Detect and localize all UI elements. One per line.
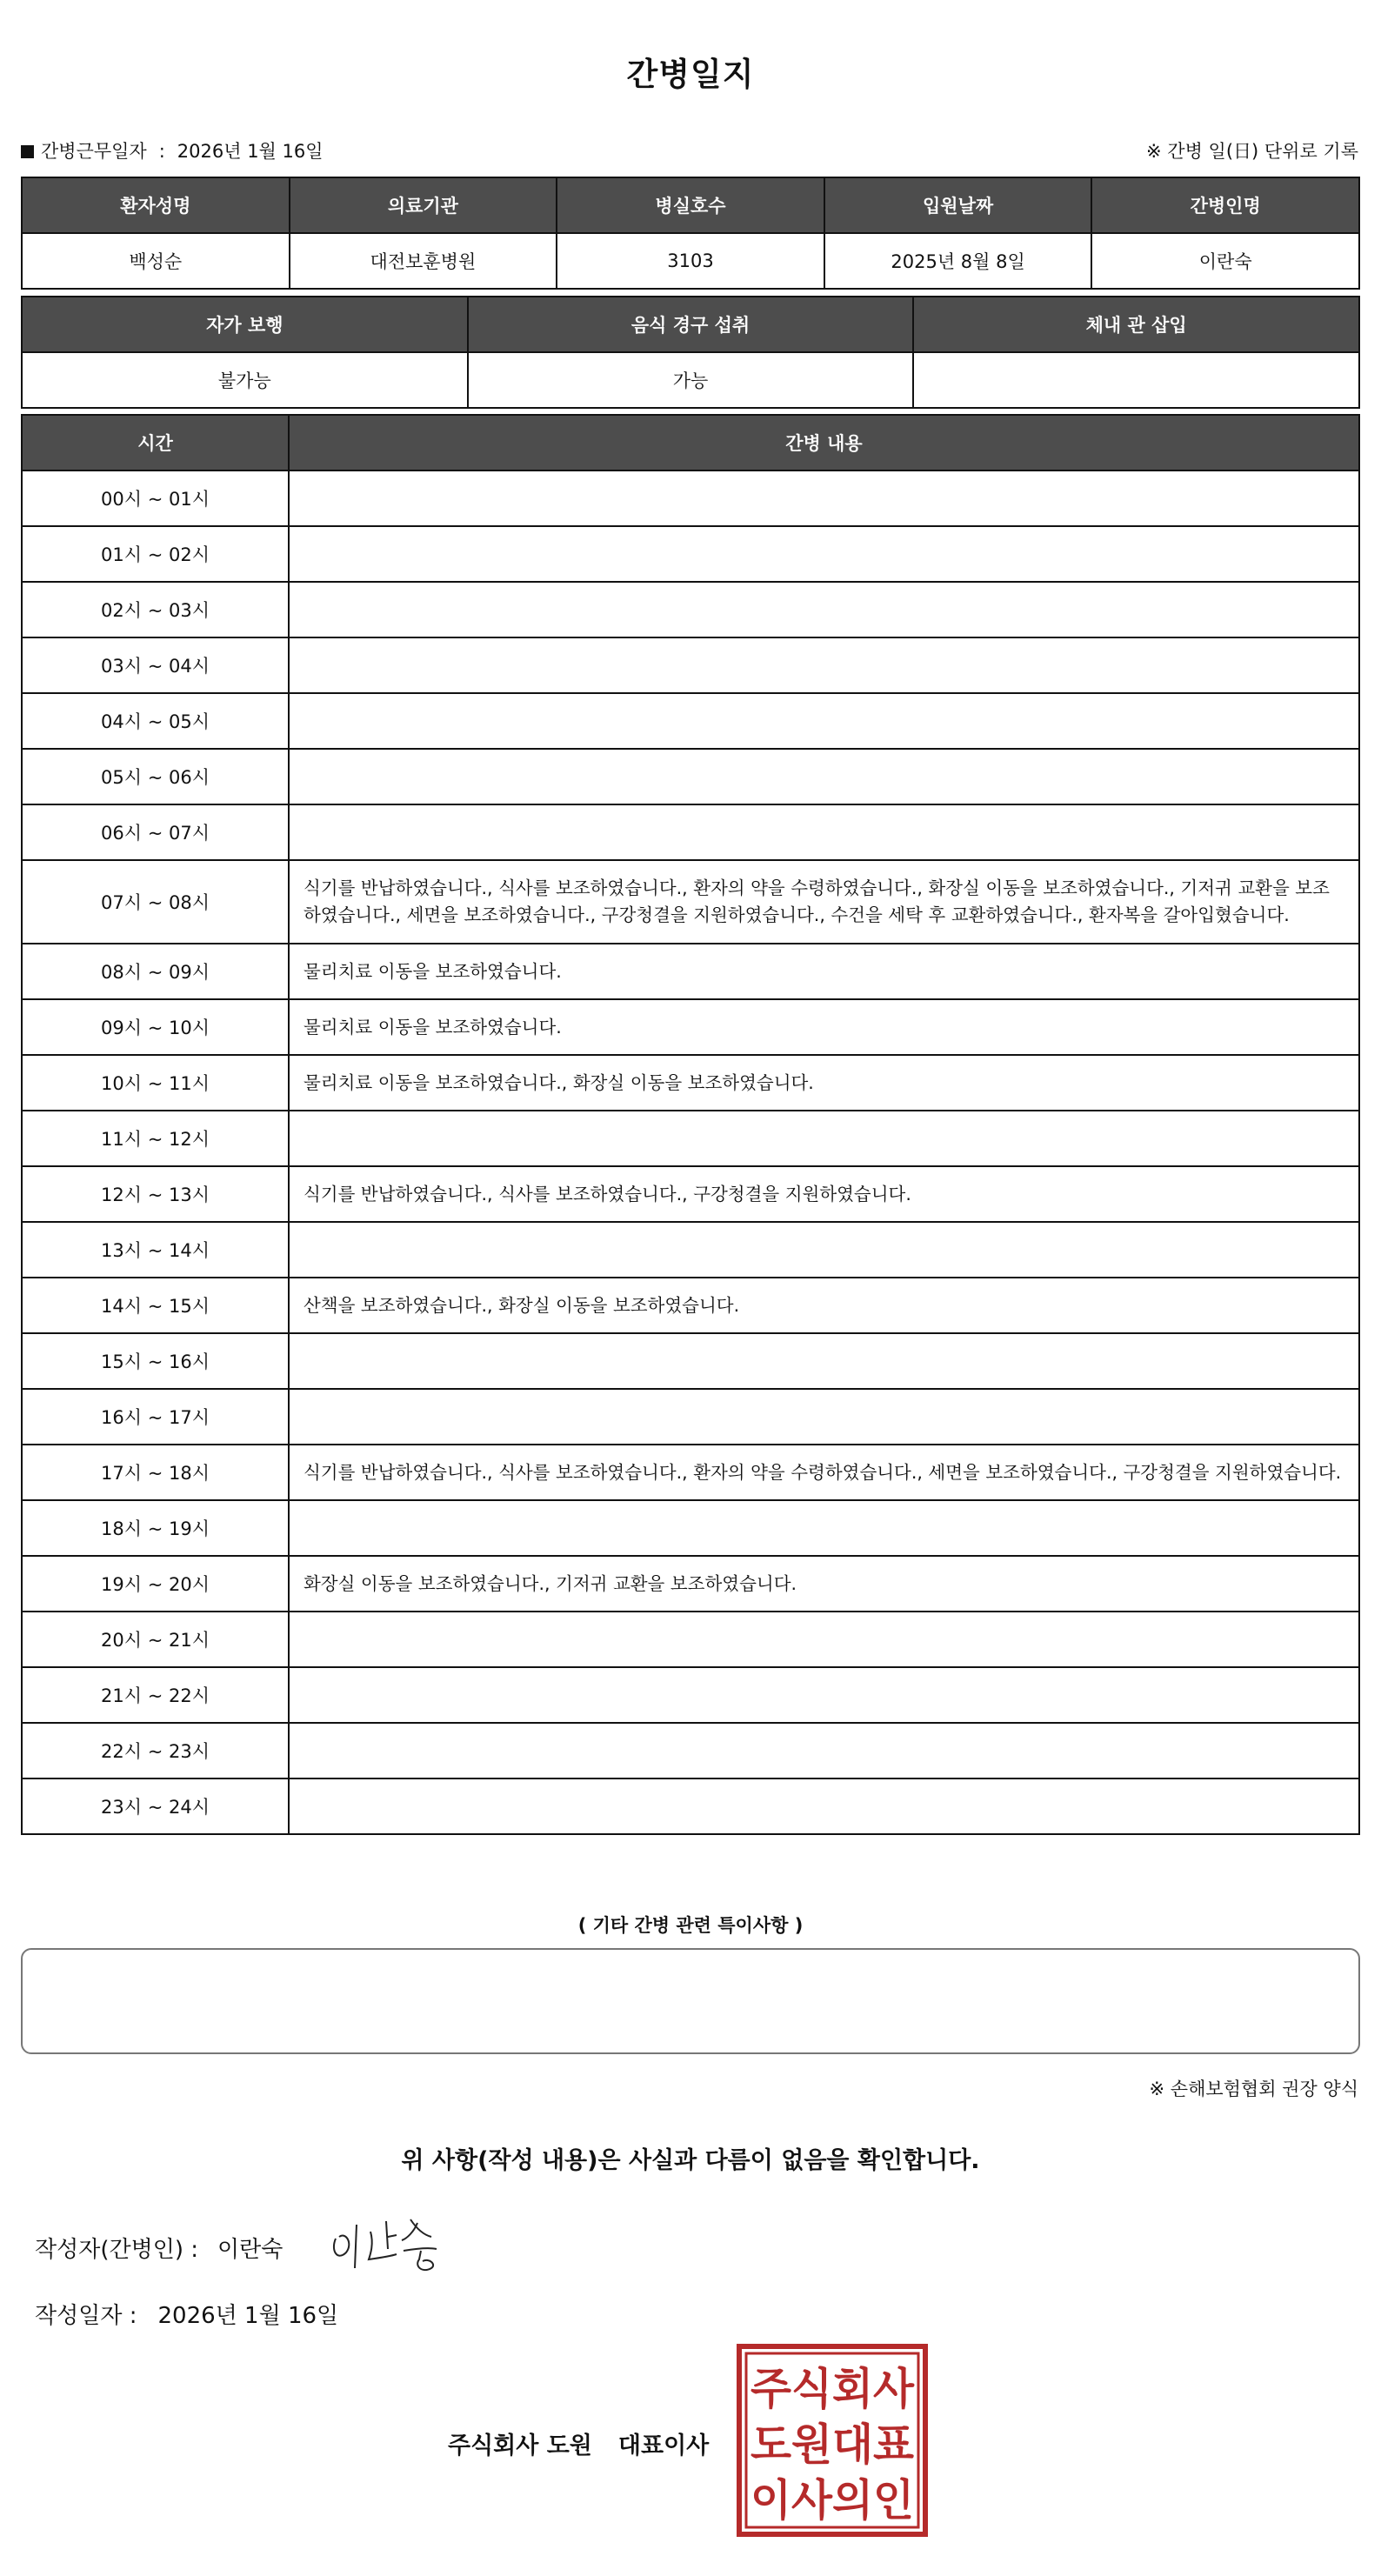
care-log-time: 14시 ~ 15시 [22, 1278, 289, 1333]
care-log-time: 04시 ~ 05시 [22, 693, 289, 749]
care-log-time: 21시 ~ 22시 [22, 1667, 289, 1723]
care-log-row [22, 470, 1359, 526]
info-header-cell: 병실호수 [557, 177, 824, 233]
care-log-content [289, 1612, 1359, 1667]
info-header-cell: 환자성명 [22, 177, 290, 233]
care-log-row [22, 999, 1359, 1055]
care-log-row [22, 1612, 1359, 1667]
special-notes-label: ( 기타 간병 관련 특이사항 ) [577, 1915, 804, 1936]
care-log-content [289, 749, 1359, 804]
care-log-time: 20시 ~ 21시 [22, 1612, 289, 1667]
care-log-time: 19시 ~ 20시 [22, 1556, 289, 1612]
care-log-time: 13시 ~ 14시 [22, 1222, 289, 1278]
care-log-row [22, 860, 1359, 944]
work-date-value: 2026년 1월 16일 [177, 141, 324, 162]
patient-info-header-row [22, 177, 1359, 233]
care-log-row [22, 1779, 1359, 1834]
patient-status-table [21, 296, 1360, 409]
seal-text-line: 도원대표 [751, 2419, 915, 2470]
care-log-time: 16시 ~ 17시 [22, 1389, 289, 1445]
confirmation-statement: 위 사항(작성 내용)은 사실과 다름이 없음을 확인합니다. [401, 2147, 980, 2174]
info-value-cell: 이란숙 [1091, 233, 1359, 289]
patient-info-table [21, 177, 1360, 290]
status-value-cell [913, 352, 1359, 408]
care-log-time: 17시 ~ 18시 [22, 1445, 289, 1500]
unit-note: ※ 간병 일(日) 단위로 기록 [1146, 141, 1358, 162]
care-log-time: 09시 ~ 10시 [22, 999, 289, 1055]
status-header-cell: 음식 경구 섭취 [468, 297, 914, 352]
care-log-content: 물리치료 이동을 보조하였습니다. [289, 944, 1359, 999]
care-log-content: 화장실 이동을 보조하였습니다., 기저귀 교환을 보조하였습니다. [289, 1556, 1359, 1612]
care-log-table [21, 414, 1360, 1835]
care-log-content: 식기를 반납하였습니다., 식사를 보조하였습니다., 구강청결을 지원하였습니다. [289, 1166, 1359, 1222]
write-date-line [35, 2298, 338, 2330]
care-log-row [22, 1278, 1359, 1333]
care-log-row [22, 1389, 1359, 1445]
info-value-cell: 3103 [557, 233, 824, 289]
care-log-time: 11시 ~ 12시 [22, 1111, 289, 1166]
care-log-content [289, 1222, 1359, 1278]
seal-text-line: 이사의인 [751, 2475, 914, 2526]
care-log-time: 18시 ~ 19시 [22, 1500, 289, 1556]
care-log-row [22, 1333, 1359, 1389]
company-signature-line [448, 2426, 709, 2460]
care-log-content [289, 693, 1359, 749]
work-date-separator: : [158, 141, 165, 162]
care-log-time: 08시 ~ 09시 [22, 944, 289, 999]
writer-label: 작성자(간병인) : [35, 2237, 199, 2263]
care-log-row [22, 1445, 1359, 1500]
care-log-content: 산책을 보조하였습니다., 화장실 이동을 보조하였습니다. [289, 1278, 1359, 1333]
care-log-time: 02시 ~ 03시 [22, 582, 289, 637]
work-date-line [21, 137, 324, 164]
patient-status-value-row [22, 352, 1359, 408]
care-log-content [289, 1723, 1359, 1779]
care-log-time: 12시 ~ 13시 [22, 1166, 289, 1222]
care-log-content: 물리치료 이동을 보조하였습니다. [289, 999, 1359, 1055]
care-log-content: 식기를 반납하였습니다., 식사를 보조하였습니다., 환자의 약을 수령하였습니다., 세면을 보조하였습니다., 구강청결을 지원하였습니다. [289, 1445, 1359, 1500]
square-bullet-icon [21, 145, 34, 158]
writer-line [35, 2232, 283, 2264]
content-column-header: 간병 내용 [289, 415, 1359, 470]
care-log-time: 00시 ~ 01시 [22, 470, 289, 526]
care-log-row [22, 1556, 1359, 1612]
care-log-row [22, 1166, 1359, 1222]
care-log-content [289, 804, 1359, 860]
info-value-cell: 대전보훈병원 [290, 233, 557, 289]
care-log-time: 23시 ~ 24시 [22, 1779, 289, 1834]
care-log-row [22, 1055, 1359, 1111]
patient-status-header-row [22, 297, 1359, 352]
care-log-row [22, 582, 1359, 637]
care-log-row [22, 1723, 1359, 1779]
recommend-note: ※ 손해보험협회 권장 양식 [1149, 2079, 1358, 2099]
care-log-content [289, 1779, 1359, 1834]
care-log-time: 07시 ~ 08시 [22, 860, 289, 944]
care-log-time: 10시 ~ 11시 [22, 1055, 289, 1111]
writer-name: 이란숙 [217, 2237, 284, 2263]
care-log-content [289, 1333, 1359, 1389]
special-notes-box [21, 1948, 1360, 2054]
info-header-cell: 간병인명 [1091, 177, 1359, 233]
care-log-row [22, 1222, 1359, 1278]
care-log-row [22, 804, 1359, 860]
care-log-content [289, 1111, 1359, 1166]
care-log-row [22, 637, 1359, 693]
care-log-content: 물리치료 이동을 보조하였습니다., 화장실 이동을 보조하였습니다. [289, 1055, 1359, 1111]
info-value-cell: 백성순 [22, 233, 290, 289]
time-column-header: 시간 [22, 415, 289, 470]
care-log-time: 15시 ~ 16시 [22, 1333, 289, 1389]
care-log-time: 05시 ~ 06시 [22, 749, 289, 804]
care-log-content [289, 1389, 1359, 1445]
status-value-cell: 불가능 [22, 352, 468, 408]
care-log-header-row [22, 415, 1359, 470]
care-log-content [289, 526, 1359, 582]
info-header-cell: 입원날짜 [824, 177, 1092, 233]
representative-title: 대표이사 [617, 2433, 710, 2459]
handwritten-signature [327, 2206, 457, 2284]
seal-text-line: 주식회사 [751, 2364, 915, 2414]
care-log-content [289, 1667, 1359, 1723]
care-log-row [22, 1667, 1359, 1723]
status-header-cell: 자가 보행 [22, 297, 468, 352]
page-title: 간병일지 [626, 56, 755, 93]
care-log-time: 22시 ~ 23시 [22, 1723, 289, 1779]
status-header-cell: 체내 관 삽입 [913, 297, 1359, 352]
write-date-label: 작성일자 : [35, 2303, 137, 2329]
status-value-cell: 가능 [468, 352, 914, 408]
care-log-time: 03시 ~ 04시 [22, 637, 289, 693]
info-value-cell: 2025년 8월 8일 [824, 233, 1092, 289]
care-log-content [289, 582, 1359, 637]
patient-info-value-row [22, 233, 1359, 289]
work-date-label: 간병근무일자 [41, 141, 147, 162]
care-log-content [289, 470, 1359, 526]
care-log-content [289, 1500, 1359, 1556]
company-name: 주식회사 도원 [448, 2433, 592, 2459]
care-log-content: 식기를 반납하였습니다., 식사를 보조하였습니다., 환자의 약을 수령하였습니다., 화장실 이동을 보조하였습니다., 기저귀 교환을 보조하였습니다., 세면을 보조하였습니다., 구강청결을 지원하였습니다., 수건을 세탁 후 교환하였습니다., 환자복을 갈아입혔습니다. [289, 860, 1359, 944]
company-seal-stamp [736, 2343, 929, 2538]
care-log-row [22, 749, 1359, 804]
care-log-row [22, 944, 1359, 999]
info-header-cell: 의료기관 [290, 177, 557, 233]
care-log-row [22, 1500, 1359, 1556]
care-log-time: 01시 ~ 02시 [22, 526, 289, 582]
care-log-row [22, 693, 1359, 749]
care-log-content [289, 637, 1359, 693]
care-log-time: 06시 ~ 07시 [22, 804, 289, 860]
write-date-value: 2026년 1월 16일 [157, 2303, 339, 2329]
care-log-row [22, 526, 1359, 582]
care-log-row [22, 1111, 1359, 1166]
